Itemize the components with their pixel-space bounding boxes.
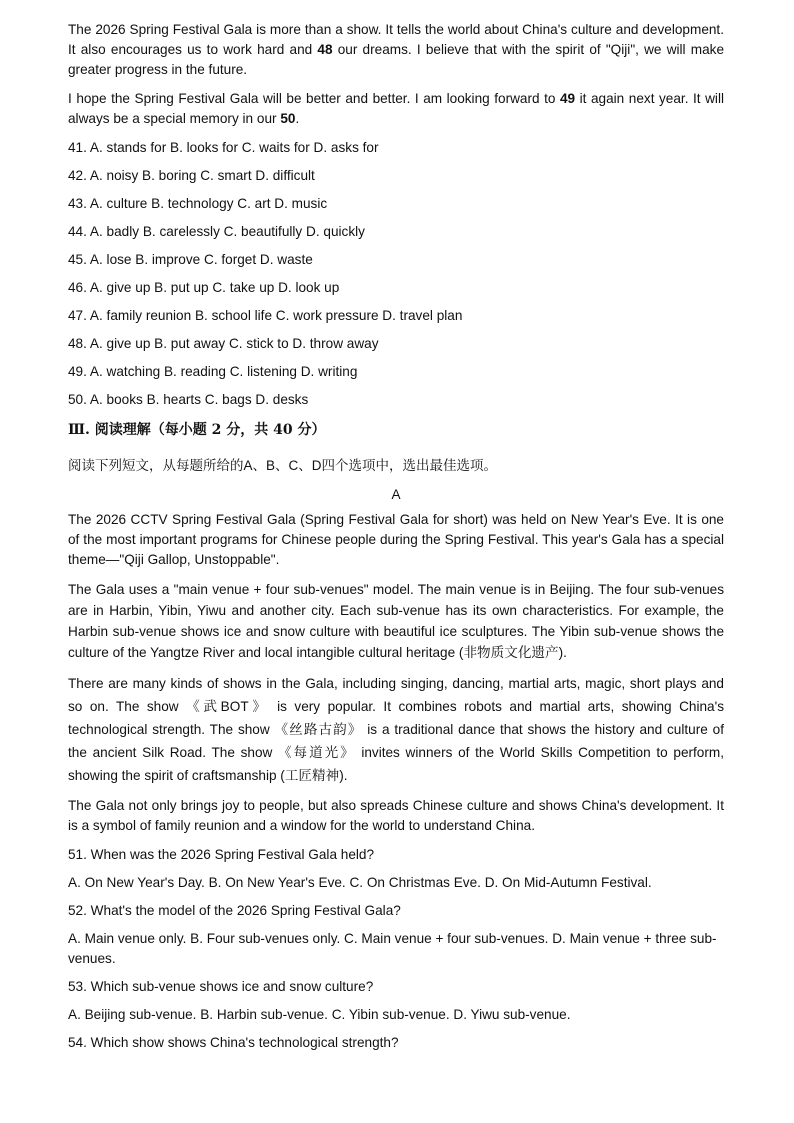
passage-paragraph-2: The Gala uses a "main venue + four sub-venues" model. The main venue is in Beijing. The four sub-venues are in Harbin, Yibin, Yiwu and another city. Each sub-venue has its own characteristics. For example, the Harbin sub-venue shows ice and snow culture with beautiful ice sculptures. The Yibin sub-venue shows the culture of the Yangtze River and local intangible cultural heritage (非物质文化遗产). [68,582,724,660]
cloze-question-list [68,138,724,418]
cloze-question-49: 49. A. watching B. reading C. listening D. writing [68,364,358,379]
cloze-text: our dreams. I believe that with the spirit of "Qiji", we will make greater progress in the future. [68,42,725,77]
cloze-question-44: 44. A. badly B. carelessly C. beautifully D. quickly [68,224,365,239]
cloze-paragraph-1 [68,20,724,80]
cloze-question-50: 50. A. books B. hearts C. bags D. desks [68,392,309,407]
cloze-text: . [295,111,300,126]
reading-options-53: A. Beijing sub-venue. B. Harbin sub-venue. C. Yibin sub-venue. D. Yiwu sub-venue. [68,1007,571,1022]
cloze-question-41: 41. A. stands for B. looks for C. waits for D. asks for [68,140,379,155]
section-instruction: 阅读下列短文，从每题所给的A、B、C、D四个选项中，选出最佳选项。 [68,458,498,473]
passage-label: A [391,487,401,502]
passage-paragraph-4: The Gala not only brings joy to people, but also spreads Chinese culture and shows China's development. It is a symbol of family reunion and a window for the world to understand China. [68,798,724,833]
reading-question-52: 52. What's the model of the 2026 Spring Festival Gala? [68,903,401,918]
reading-question-54: 54. Which show shows China's technological strength? [68,1035,399,1050]
cloze-question-47: 47. A. family reunion B. school life C. work pressure D. travel plan [68,308,463,323]
passage-paragraph-1: The 2026 CCTV Spring Festival Gala (Spring Festival Gala for short) was held on New Year's Eve. It is one of the most important programs for Chinese people during the Spring Festival. This year's Gala has a special theme—"Qiji Gallop, Unstoppable". [68,512,724,567]
blank-number-48: 48 [317,42,333,57]
cloze-question-46: 46. A. give up B. put up C. take up D. look up [68,280,340,295]
passage-paragraph-3: There are many kinds of shows in the Gala, including singing, dancing, martial arts, magic, short plays and so on. The show 《武BOT》 is very popular. It combines robots and martial arts, showing China's technological strength. The show 《丝路古韵》 is a traditional dance that shows the history and culture of the ancient Silk Road. The show 《每道光》 invites winners of the World Skills Competition to perform, showing the spirit of craftsmanship (工匠精神). [68,676,724,783]
exam-page [68,20,724,1061]
reading-options-51: A. On New Year's Day. B. On New Year's Eve. C. On Christmas Eve. D. On Mid-Autumn Festival. [68,875,652,890]
cloze-text: I hope the Spring Festival Gala will be better and better. I am looking forward to [68,91,560,106]
cloze-question-43: 43. A. culture B. technology C. art D. music [68,196,328,211]
cloze-question-45: 45. A. lose B. improve C. forget D. waste [68,252,313,267]
cloze-paragraph-2 [68,89,724,129]
blank-number-50: 50 [280,111,296,126]
reading-question-53: 53. Which sub-venue shows ice and snow culture? [68,979,374,994]
reading-question-list [68,845,724,1053]
section-heading: Ⅲ. 阅读理解（每小题 2 分，共 40 分） [68,422,326,438]
cloze-text: it again next year. It will always be a special memory in our [68,91,724,126]
cloze-text: The 2026 Spring Festival Gala is more than a show. It tells the world about China's culture and development. It also encourages us to work hard and [68,22,724,57]
reading-question-51: 51. When was the 2026 Spring Festival Gala held? [68,847,375,862]
cloze-question-48: 48. A. give up B. put away C. stick to D. throw away [68,336,379,351]
reading-options-52: A. Main venue only. B. Four sub-venues only. C. Main venue + four sub-venues. D. Main venue + three sub-venues. [68,931,717,966]
cloze-question-42: 42. A. noisy B. boring C. smart D. difficult [68,168,315,183]
blank-number-49: 49 [559,91,576,106]
